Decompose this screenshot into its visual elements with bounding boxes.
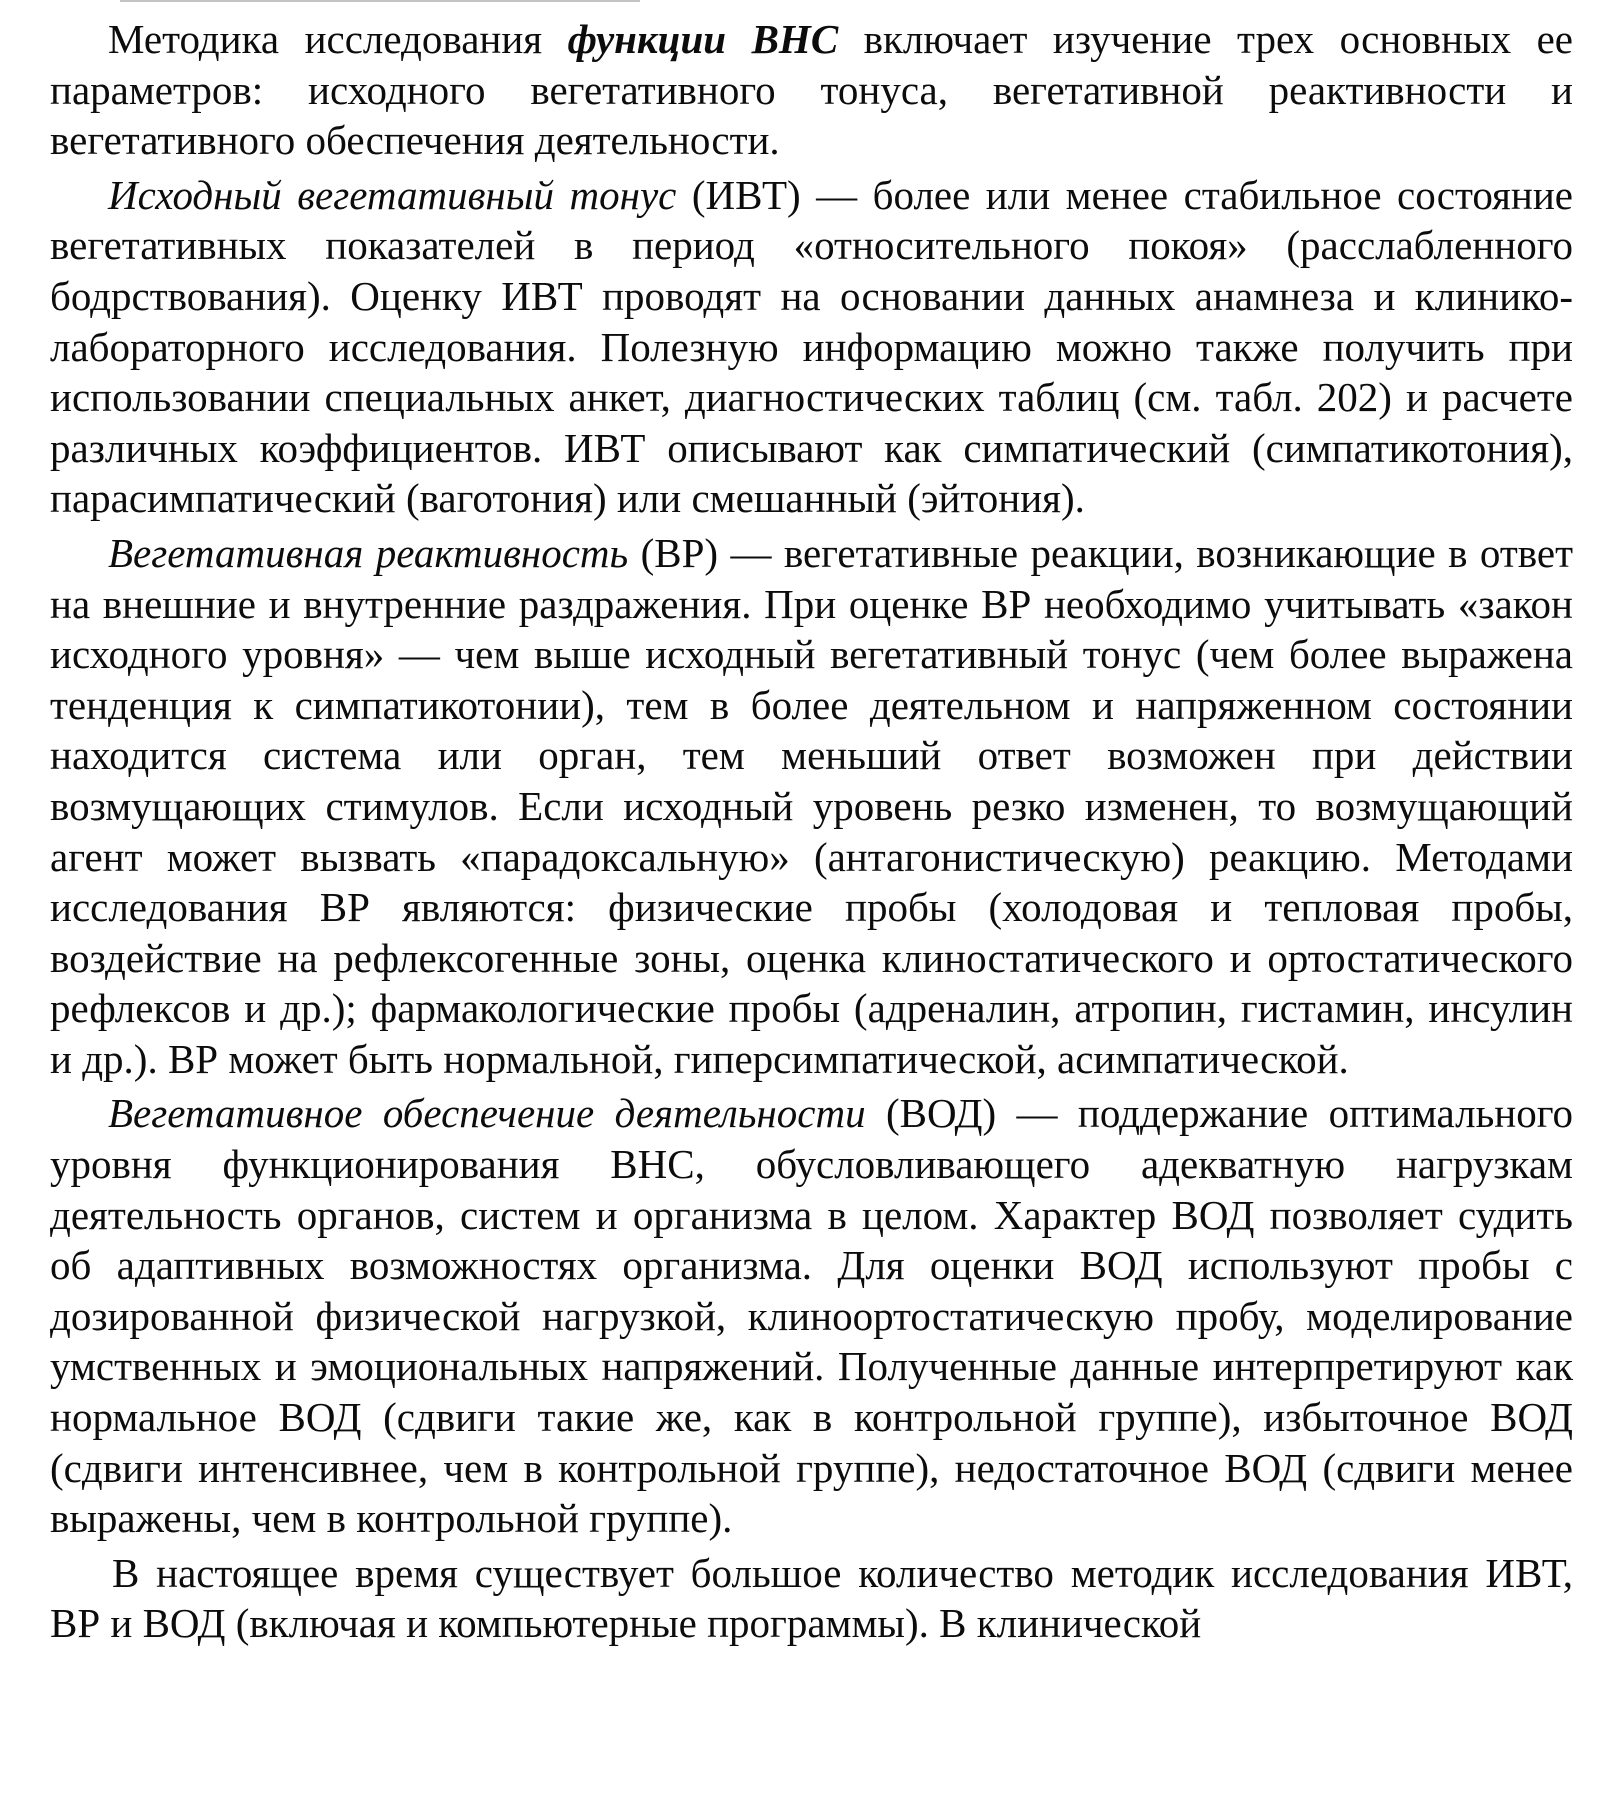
text-run: Методика исследования [108, 16, 568, 62]
text-run: (ВР) — вегетативные реакции, возникающие в ответ на внешние и внутренние раздражения. При оценке ВР необходимо учитывать «закон исходного уровня» — чем выше исходный вегетативный тонус (чем более выражена тенденция к симпатикотонии), тем в более деятельном и напряженном состоянии находится система или орган, тем меньший ответ возможен при действии возмущающих стимулов. Если исходный уровень резко изменен, то возмущающий агент может вызвать «парадоксальную» (антагонистическую) реакцию. Методами исследования ВР являются: физические пробы (холодовая и тепловая пробы, воздействие на рефлексогенные зоны, оценка клиностатического и ортостатического рефлексов и др.); фармакологические пробы (адреналин, атропин, гистамин, инсулин и др.). ВР может быть нормальной, гиперсимпатической, асимпатической. [50, 529, 1573, 1082]
text-run: (ИВТ) — более или менее стабильное состояние вегетативных показателей в период «относительного покоя» (расслабленного бодрствования). Оценку ИВТ проводят на основании данных анамнеза и клинико-лабораторного исследования. Полезную информацию можно также получить при использовании специальных анкет, диагностических таблиц (см. табл. 202) и расчете различных коэффициентов. ИВТ описывают как симпатический (симпатикотония), парасимпатический (ваготония) или смешанный (эйтония). [50, 171, 1573, 522]
text-run: В настоящее время существует большое количество методик исследования ИВТ, ВР и ВОД (включая и компьютерные программы). В клинической [50, 1549, 1573, 1647]
text-run: включает изучение трех основных ее параметров: исходного вегетативного тонуса, вегетативной реактивности и вегетативного обеспечения деятельности. [50, 16, 1573, 164]
term-vns-function: функции ВНС [567, 16, 839, 62]
term-initial-tone: Исходный вегетативный тонус [108, 171, 677, 218]
paragraph-reactivity [50, 528, 1573, 1085]
paragraph-vns-methodology [50, 14, 1573, 166]
term-reactivity: Вегетативная реактивность [108, 529, 629, 576]
paragraph-initial-tone [50, 170, 1573, 524]
paragraph-activity-support [50, 1088, 1573, 1543]
previous-line-fragment [120, 0, 640, 2]
text-run: (ВОД) — поддержание оптимального уровня функционирования ВНС, обусловливающего адекватную нагрузкам деятельность органов, систем и организма в целом. Характер ВОД позволяет судить об адаптивных возможностях организма. Для оценки ВОД используют пробы с дозированной физической нагрузкой, клиноортостатическую пробу, моделирование умственных и эмоциональных напряжений. Полученные данные интерпретируют как нормальное ВОД (сдвиги такие же, как в контрольной группе), избыточное ВОД (сдвиги интенсивнее, чем в контрольной группе), недостаточное ВОД (сдвиги менее выражены, чем в контрольной группе). [50, 1090, 1573, 1542]
paragraph-methods-overview [50, 1548, 1573, 1649]
term-activity-support: Вегетативное обеспечение деятельности [108, 1090, 866, 1137]
